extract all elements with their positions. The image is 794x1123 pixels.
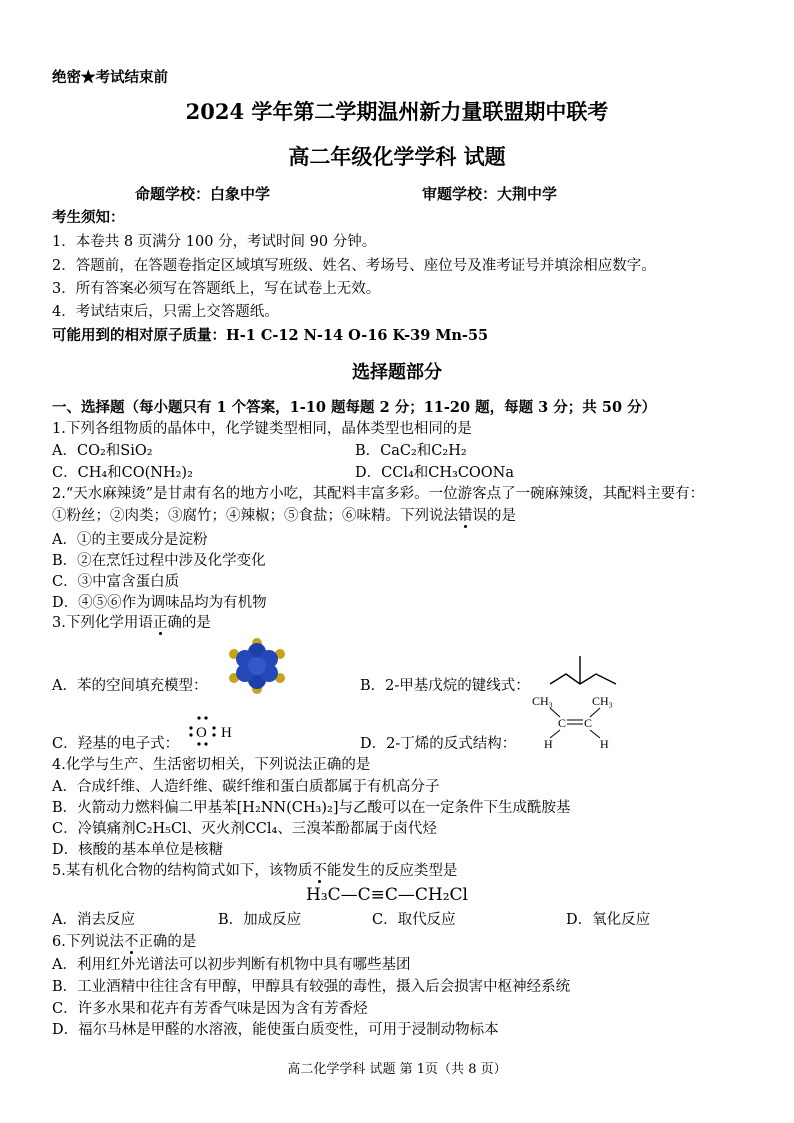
q5-option-c: C．取代反应 [372, 912, 456, 928]
butene-ch3-right: CH₃ [592, 694, 613, 708]
atomic-masses: 可能用到的相对原子质量：H-1 C-12 N-14 O-16 K-39 Mn-55 [52, 327, 489, 344]
secret-label: 绝密★考试结束前 [52, 69, 168, 86]
q6-option-b: B．工业酒精中往往含有甲醇，甲醇具有较强的毒性，摄入后会损害中枢神经系统 [52, 979, 571, 995]
q5-stem: 5.某有机化合物的结构简式如下，该物质不能发生的反应类型是 [52, 863, 458, 879]
butene-ch3-left: CH₃ [532, 694, 553, 708]
notice-item: 2．答题前，在答题卷指定区域填写班级、姓名、考场号、座位号及准考证号并填涂相应数字。 [52, 258, 656, 274]
butene-h-left: H [544, 737, 553, 750]
notice-item: 1．本卷共 8 页满分 100 分，考试时间 90 分钟。 [52, 234, 377, 250]
section-title: 选择题部分 [352, 362, 442, 383]
electron-formula-o: O [196, 725, 207, 741]
exam-subtitle: 高二年级化学学科 试题 [288, 144, 506, 169]
q1-option-a: A．CO₂和SiO₂ [52, 443, 153, 459]
q6-option-a: A．利用红外光谱法可以初步判断有机物中具有哪些基团 [52, 957, 411, 973]
q5-option-a: A．消去反应 [52, 912, 135, 928]
q2-option-c: C．③中富含蛋白质 [52, 574, 180, 590]
q1-option-c: C．CH₄和CO(NH₂)₂ [52, 465, 193, 481]
q4-option-a: A．合成纤维、人造纤维、碳纤维和蛋白质都属于有机高分子 [52, 779, 440, 795]
notice-item: 3．所有答案必须写在答题纸上，写在试卷上无效。 [52, 281, 381, 297]
q3-option-c: C．羟基的电子式： [52, 736, 180, 752]
q3-stem: 3.下列化学用语正确的是 [52, 615, 211, 631]
q1-option-b: B．CaC₂和C₂H₂ [355, 443, 467, 459]
q5-structural-formula: H₃C—C≡C—CH₂Cl [306, 885, 468, 905]
q4-option-c: C．冷镇痛剂C₂H₅Cl、灭火剂CCl₄、三溴苯酚都属于卤代烃 [52, 821, 437, 837]
butene-c-left: C [558, 716, 567, 730]
q6-option-d: D．福尔马林是甲醛的水溶液，能使蛋白质变性，可用于浸制动物标本 [52, 1022, 499, 1038]
q4-option-b: B．火箭动力燃料偏二甲基苯[H₂NN(CH₃)₂]与乙酸可以在一定条件下生成酰胺基 [52, 800, 571, 816]
trans-2-butene-structure-image [520, 692, 628, 750]
page-footer: 高二化学学科 试题 第 1页（共 8 页） [287, 1062, 507, 1077]
q5-option-b: B．加成反应 [218, 912, 302, 928]
q6-stem: 6.下列说法不正确的是 [52, 934, 197, 950]
butene-c-right: C [584, 716, 593, 730]
section-instructions: 一、选择题（每小题只有 1 个答案，1-10 题每题 2 分；11-20 题，每题 3 分；共 50 分） [52, 399, 657, 416]
notice-heading: 考生须知： [52, 209, 125, 226]
exam-title: 2024 学年第二学期温州新力量联盟期中联考 [185, 99, 609, 124]
q2-stem-line1: 2.“天水麻辣烫”是甘肃有名的地方小吃，其配料丰富多彩。一位游客点了一碗麻辣烫，其配料主要有： [52, 486, 705, 502]
q2-stem-line2: ①粉丝；②肉类；③腐竹；④辣椒；⑤食盐；⑥味精。下列说法错误的是 [52, 508, 516, 524]
notice-item: 4．考试结束后，只需上交答题纸。 [52, 304, 279, 320]
methylpentane-skeletal-formula-image [542, 650, 622, 690]
electron-formula-h: H [221, 725, 232, 741]
q2-option-d: D．④⑤⑥作为调味品均为有机物 [52, 595, 267, 611]
q2-option-a: A．①的主要成分是淀粉 [52, 532, 208, 548]
reviewer-school: 审题学校：大荆中学 [422, 185, 558, 203]
q2-option-b: B．②在烹饪过程中涉及化学变化 [52, 553, 266, 569]
q1-option-d: D．CCl₄和CH₃COONa [355, 465, 515, 481]
q5-option-d: D．氧化反应 [566, 912, 651, 928]
q4-option-d: D．核酸的基本单位是核糖 [52, 842, 224, 858]
setter-school: 命题学校：白象中学 [135, 185, 271, 203]
butene-h-right: H [600, 737, 609, 750]
benzene-space-filling-model-image [226, 638, 288, 694]
hydroxyl-electron-formula-image [184, 712, 238, 750]
q3-option-d: D．2-丁烯的反式结构： [360, 736, 517, 752]
q6-option-c: C．许多水果和花卉有芳香气味是因为含有芳香烃 [52, 1001, 368, 1017]
q1-stem: 1.下列各组物质的晶体中，化学键类型相同，晶体类型也相同的是 [52, 421, 472, 437]
q3-option-b: B．2-甲基戊烷的键线式： [360, 678, 530, 694]
q4-stem: 4.化学与生产、生活密切相关，下列说法正确的是 [52, 757, 371, 773]
q3-option-a: A．苯的空间填充模型： [52, 678, 208, 694]
